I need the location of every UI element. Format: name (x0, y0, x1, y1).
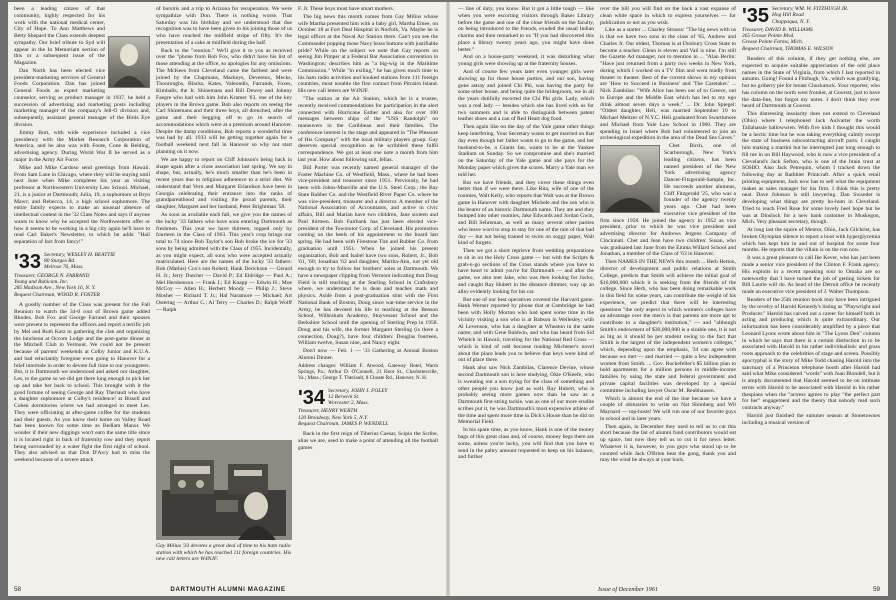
secretary-line: Secretary, WM. W. FITZHUGH JR. (772, 6, 849, 12)
secretary-address: 80 Sturges Rd. (44, 258, 76, 265)
secretary-address: Hog Hill Road (772, 12, 804, 19)
paragraph: Readers of this column, if they get nothing else, are expected to acquire suitable appreciation of the odd place names in the State of Virginia, from which I last reported in autumn. Going! Found a Fitzhugh, Va., which was gratifying, but no griberry pie for breast Chuckatuck. Your reporter, who has column on the north west frontier, at Goorsst, just to have the data-line, but forgot my notes. I don't think they ever heard of Dartmouth at Goorsst. (742, 56, 880, 110)
secretary-address: Chappaqua, N. Y. (772, 18, 811, 25)
issue-date: Issue of December 1961 (598, 586, 658, 593)
class-year: '35 (742, 6, 770, 27)
class-section-header-33 (14, 252, 150, 298)
right-column-1 (458, 6, 594, 581)
left-column-1 (14, 6, 150, 581)
secretary-address: Worcester 2, Mass. (328, 400, 369, 407)
paragraph: We are happy to report on Cliff Johnson's being back in shape again after a close association last spring. We say in shape, but, actually, he's much smaller than he's been in recent years due to religious adherence to a strict diet. We understand that Vern and Margaret Erlandson have been in Georgia celebrating their entrance into the ranks of grandparenthood and visiting the proud parents, their daughter, Margaret and her husband, Peter Brightman '58. (156, 156, 292, 211)
magazine-spread (8, 2, 888, 596)
paragraph: But one of our best operatives covered the Harvard game. Hank Werner reported by phone that at Cambridge he had been with Holly Morton who had spent some time in the vicinity visiting a son who is at Babson in Wellesley; with Al Levenson, who has a daughter at Wheaton in the same name; and with Gene Baldwin, and who has heard from Sid Whelch in Hawaii, traveling for the National Red Cross — which is kind of odd because reading Michener's novel about the place leads you to believe that keys were kind of out of place there. (458, 296, 594, 364)
paragraph: But we have friends, and they cover these things even better than if we were there. Like Rita, wife of one of the roomies, Walt Kelly, who reports that Walt was at the Brown game in Hanover with daughter Michele and the son who is the bearer of an historic Dartmouth name. They ate and they bumped into other roomies, Jake Edwards and Jordan Gwin, and Bill Sehreman, as well as many several other parties who leave word to stop to stay for one of the rain of that bad day — but not being trained to swim on soggy paper, Walt kind of forgets. (458, 179, 594, 247)
photo-gay-milius (156, 440, 292, 540)
right-column-3 (742, 6, 880, 581)
right-page (448, 2, 888, 596)
paragraph: Like as a starter ... Charley Strauss: "The big news with us is that we have two sons in the class of '65, Andrew and Charles Jr. Our eldest, Thomas is at Duxbury Cross State to become a teacher. Glenn is eleven and Vail is nine. I'm still the Gazette Ad manager, not to mention in ... "Alan Berlin: "Have just returned from a party two weeks in New York, during which I worked on a TV film and went madly from theater to theater. Best of the current shows in my opinion are 'How to Succeed in Business' and 'The Caretaker.' ... Nick Zambilas: "Wife Alice has been out of to Greece, out to Europe and the Middle East which has led to my ego drink almost seven days a week." ... Dr. John Spiegel: "Oldest daughter, Heli, was married September 10 to Michael Meltzer of N.Y.C. Heli graduated from Swarthmore and Michael from Yale Law School in 1960. They are spending in Israel where Bob had volunteered to join an archeological expedition in the area of the Dead Sea Caves." (600, 27, 736, 142)
paragraph: "The station at the Air Station, which he is a trustee, recently received commendations for participation in the alert connected with Hurricane Esther and also for over 100 messages between ships of the "USS Randolph" on maneuvers in the Caribbean and their families. The conference interest in the stage and appeared in "The Pleasure of His Company" with the local military players group. Gay deserves special recognition as he scribbled these fulfil correspondence. We got at least one note a month from him last year. How about following suit, fellas. (298, 96, 438, 163)
paragraph: A goodly number of the Class was present for the Fall Reunion to watch the 34-0 rout of Brown game added Rhodes. Bob Fox and George Farrand and their spouses were present to represent the officers and report a terrific job by Mel and Ruth Katz in gathering the clan and organizing the luncheon at Occom Lodge and the post-game dinner at the Mitchell Club in Vermont. We could not be present because of parents' weekends at Colby Junior and K.U.A. and had reluctantly foregone even going to Hanover for a brief interlude in order to devote full time to our youngsters. But, it is Dartmouth we understood and asked our daughter, Les, to the game so we did get there long enough to pick her up and take her back to school. This brought with it the good fortune of seeing George and Ray Theriault who have a daughter sophomore at Colby's residence! at Bissell and Cohen dormitories where we had arranged to meet Les. They were officiating at after-game coffee for the students and their guests. As you know their home on Valley Road has been known for some time as Bedlam Manor. We wonder if their new diggings won't earn the same title since it is located right in back of fraternity row and they report being surrounded by a water fight the first night of school. They also advised us that Don D'Arcy had to miss the weekend because of a severe attack (14, 301, 150, 464)
magazine-masthead: DARTMOUTH ALUMNI MAGAZINE (170, 586, 286, 593)
paragraph: Back to the "reunion." We'll give it to you as received over the "phone from Bob Fox, who didn't have his list of those attending at the office, so apologies for any omissions. The McKees from Cleveland came the farthest and were joined by the Chapmans, Mackeys, Devereux, Mecks, Thouroughs, Blacks, Kates, Valeondis, Farrands, Foxes, Kimballs, the Jr. Shinemans and Bill Dewey and Johnny Faegre who had with him John Kramer '63, one of the key players in the Brown game. Bob also reports on seeing the Carl Shinemans and their three boys, all drenched, after the game and their begging off to go in search of accommodations which were at a premium around Hanover. Despite the damp conditions, Bob reports a wonderful time was had by all. 1933 will be getting together again for a football weekend next fall in Hanover so why not start planning on it now. (156, 47, 292, 155)
paragraph: of bursitis and a trip to Arizona for recuperation. We were sympathize with Don. There is nothing worse. That Saturday was his birthday and we understood that due recognition was to have been given to his joining those of us who have reached the midfield stripe of fifty. It's the presentation of a cake at midfield during the half. (156, 6, 292, 46)
treasurer-line: Treasurer, GEORGE N. FARRAND (14, 272, 90, 279)
paragraph: As soon as available each fall, we give you the names of the lucky '33 fathers who have sons entering Dartmouth as freshmen. This year we have thirteen, topped only by fourteen in the Class of 1963. This year's crop brings our total to 74 since Bob Taylor's son Bob broke the ice for '33 sons by being admitted with the Class of 1955. Incidentally, as you might expect, all sons who were accepted actually matriculated. Here are the names of the lucky '33 fathers: Bob (Mathis) Cox's son Robert; Hank Derickson — Gerard H. Jr.; Jerry Dutcher — David P.; Ed Eldridge — Paul A.; Mel Hershenson — Frank J.; Ed Knapp — Edwin H.; Moe McCoy — Allen H.; Herbert Moody — Philip J.; Steve Mosher — Richard T. Jr.; Hal Naramore — Michael; Art Ostertag — Arthur C.; Al Terry — Charles D.; Ralph Wolff — Ralph (156, 212, 292, 313)
paragraph: At long last the squire of Mentor, Ohio, Jack Gilchrist, has broken Olympian silence to report a bout with hyperglycemia which has kept him in and out of hospital for some four months. He reports that the villain is on the run now. (742, 227, 880, 254)
paragraph: It was a great pleasure to call Ike Kever, who has just been made a senior vice president of the Clinton F. Frank agency. His exploits in a recent speaking tour to Omaha are so noteworthy that I have turned the job of getting tickets for Bill Laurie will do. As head of the Detroit office he recently made an executive vice president of J. Walter Thompson. (742, 255, 880, 296)
paragraph: Don't now — Feb. 1 — '33 Gathering at Annual Boston Alumni Dinner. (298, 348, 438, 361)
address-changes: Address changes: William F. Atwood, Gateway Hotel, Warm Springs, Pa.; Arthur D. O'Connell, 21 Hoot St., Charlottesville, Va.; Mass.; George T. Theriault, 8 Choate Rd., Hanover, N. H. (298, 362, 438, 382)
bequest-chairman-line: Bequest Chairman, WOOD R. FOSTER (14, 291, 100, 298)
class-section-header-35 (742, 6, 880, 52)
paragraph: Then again like on the day of the Yale game other things keep interfering. Your Secretary wants to get married on that day even though her father wants to go to the game, and her husband-to-be, a Giants fan, wants to be at the Yankee Stadium on Sunday. So we compromise and she's married on the Saturday of the Yale game and she pays for the Monday paper which gives the scores. Marry a Yale man we told her. (458, 124, 594, 178)
bequest-chairman-line: Bequest Chairman, JAMES P. WENDELL (298, 421, 389, 428)
treasurer-address: 120 Broadway, New York 5, N.Y. (298, 414, 368, 421)
paragraph: Bill Porter was recently named general manager of the Foster Machine Co. of Westfield, Mass., where he had been vice-president and treasurer since 1951. Previously, he had been with Johns-Manville and the U.S. Steel Corp.; the Bay State Rubber Co. and the Westfield River Paper Co. where he was vice-president, treasurer and a director. A member of the National Association of Accountants, and active in civic affairs, Bill and Marian have two children, Jane sixteen and Paul thirteen. Bob Fairbank has just been elected vice-president of the Towmotor Corp. of Cleveland. His promotion coming on the heels of his appointment to the board last spring. He had been with Firestone Tire and Rubber Co. from graduation until 1951. When he joined his present organization, Bob and Isabel have two sons, Robert, Jr., Bob '61, '60; Jonathan '62 and daughter, Martha-Ann, not yet old enough to try to follow her brothers' soles at Dartmouth. We have a newspaper clipping from Vermont indicating that Doug Field is still teaching at the Starling School in Craftsbury where, we understand he is dean and teaches math and physics. Aside from a post-graduation stint with the First National Bank of Boston, Doug since war-time service in the Army, he has devoted his life to teaching at the Benson School, Wilbraham Academy, Stuyvesant School and the Berkshire School until the opening of Sterling Prep in 1958. Doug and his wife, the former Margaret Sterling (is there a connection, Doug?), have four children: Douglas fourteen, William twelve, Susan nine, and Nancy eight. (298, 164, 438, 347)
page-number: 58 (14, 586, 21, 593)
secretary-address: Melrose 76, Mass. (44, 264, 84, 271)
treasurer-line: Treasurer, HENRY WERTH (298, 408, 358, 415)
photo-chet-birch (600, 145, 660, 213)
paragraph: And on a house-party weekend, it was disturbing what young girls were showing up at the fraternity houses. (458, 54, 594, 68)
left-column-3 (298, 6, 438, 581)
treasurer-address: 285 Madison Ave., New York 16, N. Y. (14, 285, 96, 292)
treasurer-address: Young and Rubicam, Inc. (14, 279, 69, 285)
paragraph: — line of duty, you know. But it got a little tough — like when you were escorting visitors through Baker Library before the game and one of the close friends on the faculty, on being introduced to the friends, exuded the usual Indian charms and then remarked to us "If you had discovered this place a library twenty years ago, you might have done better." (458, 6, 594, 53)
paragraph: Hank also saw Nick Zambilas, Clarence Devine, whose second Dartmouth son is here studying, Okie O'Keefe, who is sweating out a son trying for the class of something and other people you know just as well. Ray Hubert, who is probably seeing more games now than he saw as a Dartmouth first-string tackle, was as one of our more erudite scribes put it, he was Dartmouth's most expensive athlete of the time and spent more time in Dick's House than he did on Memorial Field. (458, 365, 594, 426)
treasurer-address: 365 Grosse Pointe Blvd. (742, 33, 795, 40)
paragraph: The big news this month comes from Gay Milius whose wife Martha presented him with a baby girl, Martha Emee, on October 18 at Fort Deal Hospital in Norfolk, Va. Maybe he is legal officer at the Naval Air Station there. Can't you see the Commander popping those Navy brass buttons with justifiable pride? While on the subject we note that Gay reports on seeing Jim Pimper at a Federal Bar Association convention in Washington; describes him as "a big-wig in the Maritime Commission." While "in exiling," he has given much time to his ham radio activities and hooked stations from 111 foreign countries, most notable the first contact from Pitcairn Island. His new call letters are W4NJF. (298, 13, 438, 95)
treasurer-address: Grosse Pointe Farms, Mich. (742, 39, 804, 46)
paragraph: Then NAMES IN THE NEWS this month ... Herb Hetton, director of development and public relations at Smith College, predicts that Smith will achieve the initial goal of $16,000,000 which it is seeking from the friends of the college. Since Herb, who has been doing remarkable work in this field for some years, can contribute the weight of his experience, we predict that there will be interesting questions "the only aspect in which women's colleges have an advantage over the men's is that parents are more apt to contribute to a daughter's institution," — and "although Smith's endowment of $30,000,000 is a sizable one, it is not as big as it should be per student owing to the fact that Smith is the largest of the independent women's colleges," which, depending upon the emphasis, '34 can agree with because we met — and married — quite a few independent women from Smith. ... Gov. Rockefeller's $5 billion plan to hold apartments for a million persons in middle-income families by using the state and federal government and private capital facilities was developed by a special committee including lawyer Oscar M. Reubhausen. (600, 259, 736, 394)
paragraph: Chet Birch, one of Scarborough, New York's leading citizens, has been named president of the New York advertising agency Dancer-Fitzgerald-Sample, Inc. He succeeds another alumnus, Cliff Fitzgerald '25, who was a founder of the agency twenty years ago. Chet had been executive vice president of the firm since 1958. He joined the agency in 1952 as vice president, prior to which he was vice president and advertising director for Andrews Jergens Company of Cincinnati. Chet and Jean have two children: Susan, who was graduated last June from the Emma Willard School and Jonathan, a member of the Class of '63 in Hanover. (600, 143, 736, 258)
paragraph: over the bill you will find on the back a vast expanse of clean white space in which to express yourselves — for publication or not as you wish. (600, 6, 736, 26)
bequest-chairman-line: Bequest Chairman, THOMAS E. WILSON (742, 45, 834, 52)
portrait-icon (601, 146, 659, 212)
left-column-2 (156, 6, 292, 436)
paragraph: F. Jr. These boys must have smart mothers. (298, 6, 395, 12)
paragraph: Back in the first reign of Tiberius Caesar, Scipio the Scribe, alias we are, used to make a point of attending all the football games (298, 431, 438, 451)
treasurer-line: Treasurer, DAVID B. WILLIAMS (742, 26, 813, 33)
paragraph: Which is almost the end of the line because we have a couple of obituaries to write on Nat Shimberg and Wil Maynard — top-hosts! We will run one of our favorite guys in school and in later years. (600, 395, 736, 422)
paragraph: Mike and Mike Cardoso send greetings from Hawaii. From Sam Lane in Chicago, where they will be staying until next June when Mike completes his year as visiting professor at Northwestern University Law School. Michael, 21, is a junior at Dartmouth; Julia, 19, a sophomore at Bryn Mawr; and Rebecca, 14, a high school sophomore. The entire family expects to make an unusual absence of intellectual content in the '32 Class Notes and says if anyone wants to know why he accepted the Northwestern offer or how it seems to be working in a big city again he'll have to read Carl Baker's Newsletter, to which he adds: "Hail separation of fact from fancy!" (14, 164, 150, 246)
portrait-icon (109, 37, 149, 87)
photo-caption: Gay Milius '33 devotes a great deal of time to his ham radio station with which he has reached 111 foreign countries. His new call letters are W4NJF. (156, 543, 292, 563)
secretary-line: Secretary, WESLEY H. BEATTIE (44, 251, 116, 258)
secretary-line: Secretary, JOHN J. FOLEY (328, 387, 388, 394)
secretary-address: 12 Berwick St. (328, 393, 360, 400)
paragraph: Then again, in December they used to tell us to cut this short because the list of alumni fund contributors would eat up space, but now they tell us to cut it for news letter. Whatever it is, however, to you guys who stood up to be counted while Jack O'Brien beat the gong, thank you and may the wind be always at your back. (600, 423, 736, 464)
left-page (8, 2, 448, 596)
class-year: '33 (14, 250, 42, 273)
ham-radio-station-photo-icon (156, 440, 292, 540)
page-number: 59 (873, 586, 880, 593)
paragraph: Jimmy Burt, with wide experience included a vice presidency with the Market Research Corporation of America, and he also was with Foote, Cone & Belding, advertising agency. During World War II he served as a major in the Army Air Force. (14, 129, 150, 163)
paragraph: And of course few years later even younger girls were showing up for those house parties, and our son, having gone astray and joined Chi Phi, was having the party for some other house, and being quite the bridegroom, we in all the years dutifully escorted the Chi Phi girls. Lady, which was a real lady — besides which she has lived with us for two summers and is able to distinguish between patent leather shoes and a can of Red Heart dog food. (458, 69, 594, 123)
paragraph: Harold just finished the summer season at Stonetownes including a musical version of (742, 413, 880, 426)
paragraph: This distressing insularity does not extend to Cleveland (Ohio) where I telephoned Jack Aulvarter the worth Tallahassie ballowwien. With five kids I thought this would be a hectic time but he was taking everything calmly except the state of business subcontracting aircraft parts. I caught him making a martini but he interrupted just long enough to fill me in on Bill Haywood, who is now a vice president of a Cleveland's Jack Sefton, who is one of the brain trust at SOHIO. Also Jack Petrequin, whom I tracked down the following day at Rathbier Printcraft. After a quick retail printing equipment, Jack now has to sell what the equipment makes as sales manager for his firm. I think this is pretty neat. Dave Johnson is still lawyering. Dan Swander is developing what things are pretty ho-hum in Cleveland. Tried to reach Fred Rose for some lovely heel hope but he was at Dinslock for a new bank customer in Muskegon, Mich. Very pleasant secretary, though. (742, 111, 880, 226)
paragraph: Readers of the 25th reunion book may have been intrigued by the revelry of Harold Kennedy's listing as "Playwright and Producer." Harold has carved out a career for himself both in acting and producing which is quite extraordinary. Our information has been considerably amplified by a piece that Leonard Lyons wrote about him in "The Lyons Den" column in which he says that there is a certain distinction in to be associated with Harold in his rather individualistic and grass roots approach to the celebrities of stage and screen. Possibly apocryphal is the story of Mike Todd chasing Harold into the sanctuary of a Princeton telephone booth after Harold had said what Mike considered "words" with Joan Blondell, but it is amply documented that Harold seemed to be on intimate terms with Harold to be associated with Harold in his rather thespians when the "actress agrees to play "the perfect part for her" engagement and the theory that nobody read such contracts anyway." (742, 297, 880, 412)
paragraph: In his spare time, as you know, Hank is one of the money bags of this great class and, of course, money begs there are some, unless you're lucky, you will find that you have to send in the paltry amount requested to keep on his balance, and further (458, 427, 594, 461)
class-year: '34 (298, 386, 326, 409)
right-column-2 (600, 6, 736, 581)
photo-dan-north (108, 36, 150, 88)
paragraph: been a leading citizen of that community, highly respected for his work with the national medical center, City of Hope. To Ann Matthews and Betty Shepard the Class extends deepest sympathy. Our brief tribute to Syd will appear in the In Memoriam section of this or a subsequent issue of the Magazine. (14, 6, 105, 66)
paragraph: Then we got a short reprieve from wedding preparations to sit in on the Holy Cross game — but with the Scripts & grab-n-go sections of the Cross stands where you have to have heart to admit you're for Dartmouth — and after the game, we also met Jake, who was then looking for Jocko, and caught Ray Hubert in the distance dimmer, way up an alley evidently looking for his car. (458, 248, 594, 295)
paragraph: Dan North has been elected vice president-marketing services of General Foods Corporation. Dan has joined General Foods as expert marketing counselor, serving as product manager in 1937, he held a succession of advertising and marketing posts including marketing manager of the company's Jell-O division and, subsequently, assistant general manager of the Birds Eye division. (14, 67, 150, 128)
class-section-header-34 (298, 388, 438, 428)
